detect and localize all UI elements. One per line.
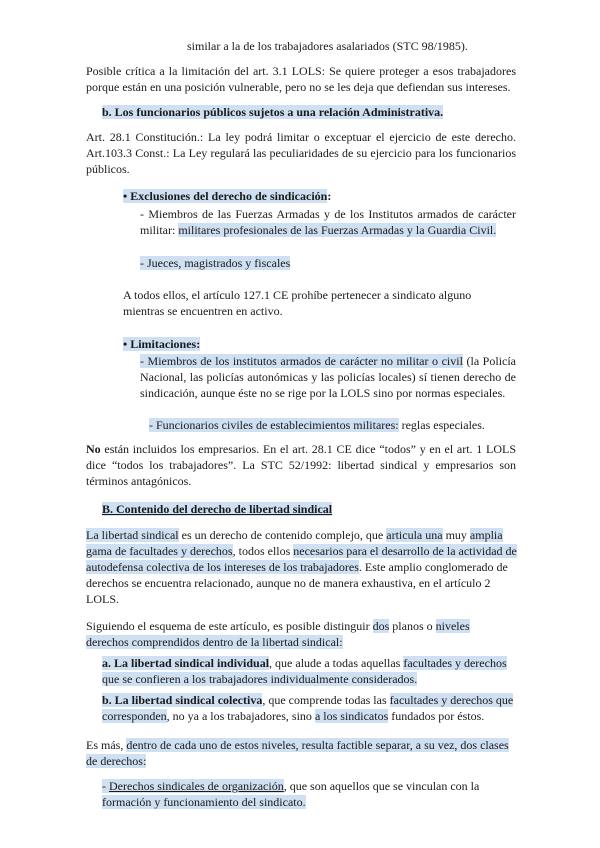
limitaciones-title — [123, 336, 200, 352]
text-run: A todos ellos, el artículo 127.1 CE prohíbe pertenecer a sindicato alguno mientras se encuentren en activo. — [123, 288, 472, 318]
text-run: planos o — [389, 619, 436, 633]
text-run-highlight: - Jueces, magistrados y fiscales — [140, 256, 291, 270]
text-run-highlight: necesarios para el desarrollo de la actividad de autodefensa colectiva de los intereses de los trabajadores — [86, 544, 517, 574]
text-run: (la Policía Nacional, las policías autonómicas y las policías locales) sí tienen derecho de sindicación, aunque éste no se rige por la LOLS sino por normas especiales. — [140, 354, 517, 400]
text-run-highlight: La libertad sindical — [86, 528, 179, 542]
exclusiones-title — [123, 188, 331, 204]
text-run: , que alude a todas aquellas — [269, 656, 404, 670]
text-run: , que son aquellos que se vinculan con la — [283, 779, 480, 793]
item-organizacion — [102, 778, 502, 810]
paragraph-empresarios — [86, 441, 516, 489]
text-run: Art. 28.1 Constitución.: La ley podrá limitar o exceptuar el ejercicio de este derecho. Art.103.3 Const.: La Ley regulará las peculiaridades de su ejercicio para los funcionarios públicos. — [86, 130, 516, 176]
heading-text: b. Los funcionarios públicos sujetos a una relación Administrativa. — [102, 105, 444, 119]
text-run: están incluidos los empresarios. En el art. 28.1 CE dice “todos” y en el art. 1 LOLS dice “todos los trabajadores”. La STC 52/1992: libertad sindical y empresarios son términos antagónicos. — [86, 442, 516, 488]
text-run-highlight: Derechos sindicales de organización — [109, 779, 284, 793]
text-run: - Miembros de las Fuerzas Armadas y de los Institutos armados de carácter militar: — [140, 207, 516, 237]
paragraph-a-todos — [123, 287, 483, 319]
text-run: , que comprende todas las — [262, 693, 390, 707]
text-run: Siguiendo el esquema de este artículo, es posible distinguir — [86, 619, 373, 633]
limitaciones-item-1 — [140, 353, 516, 401]
text-run: Es más, — [86, 738, 127, 752]
heading-text: • Exclusiones del derecho de sindicación — [123, 189, 328, 203]
heading-funcionarios — [102, 104, 443, 120]
text-run-highlight: a los sindicatos — [314, 709, 389, 723]
exclusiones-item-1 — [140, 206, 516, 238]
text-run-highlight: - — [102, 779, 109, 793]
paragraph-libertad-sindical — [86, 527, 526, 607]
paragraph-esquema — [86, 618, 496, 650]
text-run-highlight: facultades y derechos que se confieren a los trabajadores individualmente considerados. — [102, 656, 507, 686]
paragraph-continuation — [187, 38, 468, 54]
limitaciones-item-2 — [149, 417, 485, 433]
paragraph-art-28 — [86, 129, 516, 177]
text-run-bold: No — [86, 442, 101, 456]
paragraph-es-mas — [86, 737, 516, 769]
text-run-highlight: formación y funcionamiento del sindicato. — [102, 795, 306, 809]
text-run: fundados por éstos. — [388, 709, 485, 723]
text-run-highlight: amplia gama de facultades y derechos — [86, 528, 503, 558]
text-run: muy — [442, 528, 470, 542]
heading-suffix: : — [327, 189, 332, 203]
heading-text: B. Contenido del derecho de libertad sindical — [102, 502, 333, 516]
heading-contenido — [102, 501, 332, 517]
text-run: . Este amplio conglomerado de derechos se encuentra relacionado, aunque no de manera exhaustiva, en el artículo 2 LOLS. — [86, 560, 508, 606]
text-run-highlight: militares profesionales de las Fuerzas Armadas y la Guardia Civil. — [178, 223, 497, 237]
text-run-highlight: niveles derechos comprendidos dentro de la libertad sindical: — [86, 619, 470, 649]
text-run: Posible crítica a la limitación del art. 3.1 LOLS: Se quiere proteger a esos trabajadores porque están en una posición vulnerable, pero no se les deja que defiendan sus intereses. — [86, 64, 516, 94]
text-run-highlight: articula una — [386, 528, 443, 542]
text-run: , todos ellos — [232, 544, 294, 558]
text-run-highlight: facultades y derechos que corresponden — [102, 693, 514, 723]
text-run: , no ya a los trabajadores, sino — [166, 709, 315, 723]
text-run-highlight: dentro de cada uno de estos niveles, resulta factible separar, a su vez, dos clases de derechos: — [86, 738, 509, 768]
heading-text: • Limitaciones: — [123, 337, 201, 351]
exclusiones-item-2 — [140, 255, 290, 271]
text-run: es un derecho de contenido complejo, que — [178, 528, 387, 542]
text-run-bold: b. La libertad sindical colectiva — [102, 693, 263, 707]
text-run-highlight: - Miembros de los institutos armados de carácter no militar o civil — [140, 354, 463, 368]
text-run-bold: a. La libertad sindical individual — [102, 656, 270, 670]
item-colectiva — [102, 692, 518, 724]
text-run-highlight: dos — [372, 619, 390, 633]
text-run: reglas especiales. — [398, 418, 485, 432]
item-individual — [102, 655, 518, 687]
text-run-highlight: - Funcionarios civiles de establecimientos militares: — [149, 418, 399, 432]
paragraph-critica — [86, 63, 516, 95]
text-run: similar a la de los trabajadores asalariados (STC 98/1985). — [187, 39, 468, 53]
